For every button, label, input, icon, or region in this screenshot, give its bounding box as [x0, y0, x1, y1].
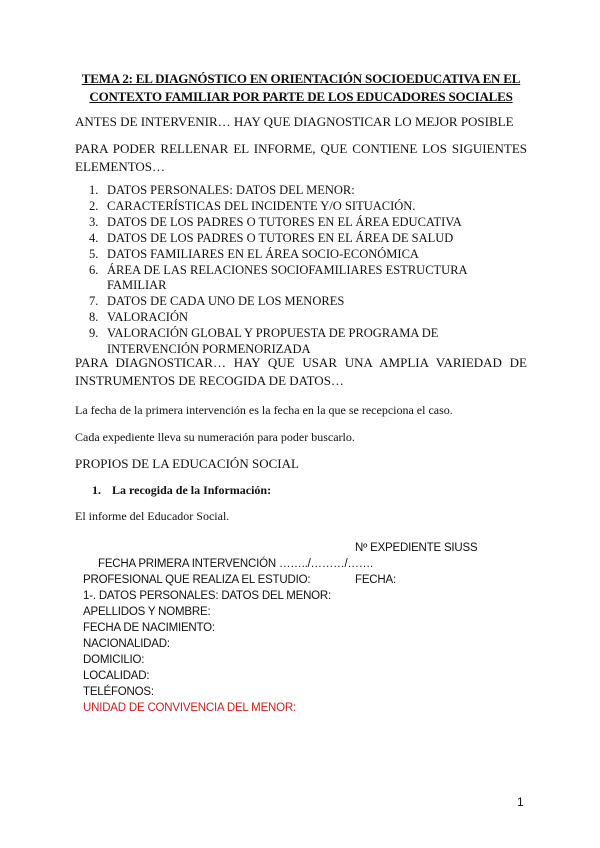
elements-list: [75, 183, 527, 358]
list-item: 6. ÁREA DE LAS RELACIONES SOCIOFAMILIARES ESTRUCTURA FAMILIAR: [89, 262, 467, 293]
datos-menor-label: 1-. DATOS PERSONALES: DATOS DEL MENOR:: [83, 590, 332, 602]
title-line-1: TEMA 2: EL DIAGNÓSTICO EN ORIENTACIÓN SOCIOEDUCATIVA EN EL: [81, 71, 521, 86]
intro-paragraph: ANTES DE INTERVENIR… HAY QUE DIAGNOSTICAR LO MEJOR POSIBLE: [75, 114, 514, 129]
expediente-note: Cada expediente lleva su numeración para poder buscarlo.: [75, 430, 355, 444]
informe-intro-paragraph: PARA PODER RELLENAR EL INFORME, QUE CONTIENE LOS SIGUIENTES ELEMENTOS…: [75, 141, 527, 174]
nacimiento-label: FECHA DE NACIMIENTO:: [83, 622, 215, 634]
fecha-label: FECHA:: [355, 574, 396, 586]
domicilio-label: DOMICILIO:: [83, 654, 145, 666]
propios-heading: PROPIOS DE LA EDUCACIÓN SOCIAL: [75, 456, 299, 471]
section-number: 1.: [92, 483, 101, 497]
telefonos-label: TELÉFONOS:: [83, 686, 154, 698]
localidad-label: LOCALIDAD:: [83, 670, 150, 682]
expediente-label: Nº EXPEDIENTE SIUSS: [355, 542, 478, 554]
unidad-convivencia-label: UNIDAD DE CONVIVENCIA DEL MENOR:: [83, 702, 296, 714]
fecha-primera-label: FECHA PRIMERA INTERVENCIÓN ……../………/…….: [98, 558, 374, 570]
list-item: 9. VALORACIÓN GLOBAL Y PROPUESTA DE PROGRAMA DE INTERVENCIÓN PORMENORIZADA: [89, 326, 439, 357]
list-item: 2. CARACTERÍSTICAS DEL INCIDENTE Y/O SITUACIÓN.: [89, 198, 416, 213]
page-number: 1: [517, 795, 524, 809]
nacionalidad-label: NACIONALIDAD:: [83, 638, 170, 650]
profesional-label: PROFESIONAL QUE REALIZA EL ESTUDIO:: [83, 574, 311, 586]
section-title: La recogida de la Información:: [112, 483, 272, 497]
section-heading: [75, 482, 527, 498]
title-line-2: CONTEXTO FAMILIAR POR PARTE DE LOS EDUCADORES SOCIALES: [89, 89, 513, 104]
list-item: 1. DATOS PERSONALES: DATOS DEL MENOR:: [89, 183, 355, 197]
document-title: [75, 70, 527, 106]
list-item: 4. DATOS DE LOS PADRES O TUTORES EN EL ÁREA DE SALUD: [89, 230, 454, 245]
fecha-note: La fecha de la primera intervención es la fecha en la que se recepciona el caso.: [75, 403, 453, 417]
diagnosticar-paragraph: PARA DIAGNOSTICAR… HAY QUE USAR UNA AMPLIA VARIEDAD DE INSTRUMENTOS DE RECOGIDA DE DATOS…: [75, 355, 527, 388]
informe-educador: El informe del Educador Social.: [75, 509, 230, 523]
list-item: 7. DATOS DE CADA UNO DE LOS MENORES: [89, 294, 345, 309]
apellidos-label: APELLIDOS Y NOMBRE:: [83, 606, 211, 618]
list-item: 5. DATOS FAMILIARES EN EL ÁREA SOCIO-ECONÓMICA: [89, 246, 419, 261]
list-item: 8. VALORACIÓN: [89, 310, 189, 325]
list-item: 3. DATOS DE LOS PADRES O TUTORES EN EL ÁREA EDUCATIVA: [89, 214, 462, 229]
